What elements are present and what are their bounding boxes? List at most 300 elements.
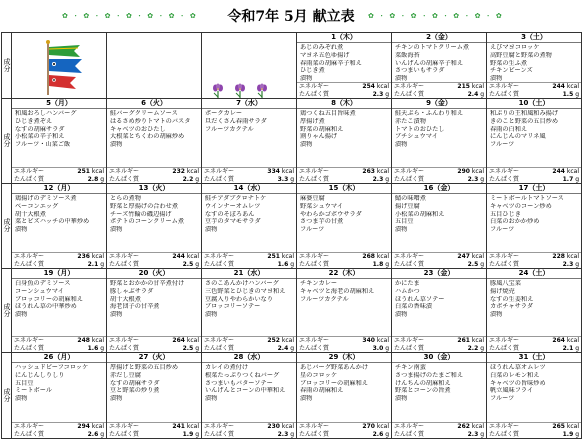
nutrition-info (392, 167, 486, 183)
protein-line (107, 261, 201, 269)
day-header: 1（木） (297, 33, 391, 43)
day-header: 30（金） (392, 353, 486, 363)
energy-value: 232 (172, 168, 185, 175)
energy-value-wrap (267, 168, 294, 176)
menu-item: 鶏つくね五目旨味煮 (300, 110, 356, 117)
protein-line (12, 261, 106, 269)
energy-line (202, 337, 296, 345)
menu-item: キャベツの旨味炒め (490, 379, 546, 387)
menu-list (107, 109, 201, 149)
energy-value-wrap (267, 423, 294, 431)
g-unit: g (195, 260, 199, 268)
menu-item: チキン南蛮 (395, 364, 426, 371)
week-row (2, 269, 582, 353)
menu-item: 漬物 (395, 395, 408, 403)
energy-label: エネルギー (299, 83, 330, 90)
protein-label: たんぱく質 (204, 344, 235, 352)
energy-line (392, 337, 486, 345)
menu-item: きのこと野菜の五目炒め (490, 117, 559, 125)
menu-item: 白菜の香味漬 (395, 303, 433, 311)
day-cell (202, 184, 297, 269)
week-row (2, 33, 582, 99)
empty-cell (202, 33, 297, 99)
menu-list (202, 194, 296, 234)
menu-item: ひじき煮ぞえ (15, 117, 53, 125)
menu-item: フルーツ (300, 226, 325, 234)
menu-list (297, 194, 391, 234)
protein-value-wrap (373, 345, 389, 353)
protein-line (202, 176, 296, 184)
empty-cell (107, 33, 202, 99)
protein-value: 2.6 (87, 430, 99, 438)
day-header: 15（木） (297, 184, 391, 194)
protein-label: たんぱく質 (109, 344, 140, 352)
energy-value-wrap (172, 337, 199, 345)
nutrition-info (487, 167, 581, 183)
protein-value-wrap (88, 431, 104, 439)
menu-item: 鮭天ぷら・ふんわり和え (395, 110, 464, 117)
energy-label: エネルギー (394, 337, 425, 344)
menu-item: 胡十大根煮 (110, 295, 141, 303)
page-title: 令和7年 5月 献立表 (227, 9, 355, 25)
menu-item: 春雨の白和え (490, 125, 528, 133)
menu-item: 菜飯海苔 (395, 51, 420, 59)
day-header: 31（土） (487, 353, 581, 363)
protein-value-wrap (278, 431, 294, 439)
energy-value: 230 (267, 423, 280, 430)
energy-value: 247 (457, 253, 470, 260)
energy-value-wrap (362, 253, 389, 261)
menu-item: 三色野菜とひじきのマヨ和え (205, 287, 286, 295)
menu-item: チキンカレー (300, 280, 338, 287)
menu-item: 厚揚げと野菜の五目炒め (110, 364, 179, 371)
energy-label: エネルギー (14, 253, 45, 260)
protein-value: 2.3 (372, 175, 384, 183)
menu-item: さつま芋の甘煮 (300, 218, 344, 226)
protein-value: 2.5 (182, 260, 194, 268)
protein-value-wrap (88, 345, 104, 353)
protein-value-wrap (468, 345, 484, 353)
protein-value-wrap (183, 176, 199, 184)
kcal-unit: kcal (471, 253, 484, 260)
day-cell (107, 184, 202, 269)
menu-item: 漬物 (490, 311, 503, 319)
day-cell (107, 99, 202, 184)
g-unit: g (100, 260, 104, 268)
energy-value: 244 (172, 253, 185, 260)
menu-item: ポークカレー (205, 110, 243, 117)
protein-value-wrap (183, 261, 199, 269)
g-unit: g (480, 260, 484, 268)
protein-value: 2.1 (87, 260, 99, 268)
energy-line (297, 168, 391, 176)
menu-item: はるさめ炒りトマトのバスタ (110, 117, 191, 125)
menu-item: 漬物 (110, 226, 123, 234)
menu-item: ブロッコリーの胡麻和え (15, 295, 83, 303)
protein-value: 1.9 (182, 430, 194, 438)
menu-item: 小松菜の辛子和え (15, 133, 65, 141)
menu-item: 鮭バーグクリームソース (110, 110, 178, 117)
kcal-unit: kcal (376, 337, 389, 344)
menu-item: フルーツ・山菜ご飯 (15, 141, 71, 149)
kcal-unit: kcal (566, 423, 579, 430)
protein-value: 1.5 (562, 90, 574, 98)
energy-label: エネルギー (299, 423, 330, 430)
protein-label: たんぱく質 (489, 344, 520, 352)
day-cell (392, 99, 487, 184)
nutrition-info (487, 336, 581, 352)
menu-item: 豆腐入りやわらかいなり (205, 295, 274, 303)
menu-item: 海老団子の甘辛煮 (110, 303, 160, 311)
protein-value-wrap (563, 176, 579, 184)
energy-line (297, 337, 391, 345)
protein-value: 2.3 (467, 175, 479, 183)
protein-line (392, 431, 486, 439)
protein-line (297, 431, 391, 439)
menu-item: 漬物 (300, 75, 313, 83)
iris-flower-icon (212, 83, 224, 99)
menu-item: ミートボールトマトソース (490, 195, 564, 202)
day-header: 26（月） (12, 353, 106, 363)
energy-line (392, 168, 486, 176)
menu-item: 漬物 (15, 226, 28, 234)
menu-item: 漬物 (395, 75, 408, 83)
day-cell (297, 33, 392, 99)
menu-item: あじのみぞれ煮 (300, 44, 344, 51)
menu-list (297, 43, 391, 83)
header (0, 0, 582, 32)
menu-list (202, 363, 296, 403)
energy-value-wrap (77, 253, 104, 261)
energy-value-wrap (552, 423, 579, 431)
menu-item: えびマヨコロッケ (490, 44, 540, 51)
energy-value: 264 (552, 337, 565, 344)
menu-item: 漬物 (395, 311, 408, 319)
energy-value: 261 (457, 337, 470, 344)
g-unit: g (385, 175, 389, 183)
day-cell (487, 353, 582, 439)
energy-line (107, 253, 201, 261)
protein-value: 2.8 (87, 175, 99, 183)
protein-value-wrap (468, 176, 484, 184)
menu-item: 菜とビズハッチの中華炒め (15, 218, 90, 226)
protein-value: 3.0 (372, 344, 384, 352)
day-header: 13（火） (107, 184, 201, 194)
menu-item: 野菜とおかかの甘辛煮付け (110, 280, 185, 287)
menu-item: 大根菜とちくわの胡麻炒め (110, 133, 185, 141)
protein-line (487, 345, 581, 353)
protein-label: たんぱく質 (109, 430, 140, 438)
protein-label: たんぱく質 (299, 260, 330, 268)
energy-value-wrap (362, 168, 389, 176)
kcal-unit: kcal (186, 253, 199, 260)
menu-item: 鯖の味噌煮 (395, 195, 426, 202)
menu-item: とらの煮物 (110, 195, 141, 202)
day-cell (297, 99, 392, 184)
koinobori-icon (42, 39, 86, 95)
protein-value-wrap (563, 91, 579, 99)
menu-item: キャベツのおひたし (110, 125, 166, 133)
menu-list (12, 279, 106, 319)
menu-item: チーズ竹輪の磯辺揚げ (110, 210, 172, 218)
nutrition-info (297, 336, 391, 352)
week-row (2, 184, 582, 269)
protein-value: 2.6 (372, 430, 384, 438)
menu-item: 帆立風味フライ (490, 387, 534, 395)
kcal-unit: kcal (281, 337, 294, 344)
energy-value: 244 (552, 83, 565, 90)
kcal-unit: kcal (91, 423, 104, 430)
kcal-unit: kcal (471, 423, 484, 430)
menu-list (392, 279, 486, 319)
day-cell (392, 269, 487, 353)
menu-list (392, 43, 486, 83)
menu-item: 赤だし豆腐 (110, 371, 141, 379)
menu-item: 漬物 (110, 141, 123, 149)
menu-item: 春雨の胡麻和え (300, 387, 344, 395)
protein-value-wrap (468, 431, 484, 439)
menu-item: 赤たこ漬物 (395, 117, 426, 125)
menu-item: 白身魚のデミソース (15, 280, 71, 287)
energy-line (202, 253, 296, 261)
menu-item: 割りゃん揚げ (300, 133, 338, 141)
g-unit: g (290, 260, 294, 268)
energy-label: エネルギー (204, 423, 235, 430)
protein-label: たんぱく質 (14, 430, 45, 438)
protein-line (487, 176, 581, 184)
protein-value: 2.3 (467, 430, 479, 438)
day-cell (12, 99, 107, 184)
menu-item: 和ぷりの王和風和み揚げ (490, 110, 559, 117)
menu-item: 鶏揚げのデミソース煮 (15, 195, 77, 202)
menu-item: 漬物 (395, 226, 408, 234)
day-header: 8（木） (297, 99, 391, 109)
menu-item: トマトのおひたし (395, 125, 445, 133)
menu-list (12, 194, 106, 234)
g-unit: g (385, 344, 389, 352)
energy-value: 268 (362, 253, 375, 260)
menu-list (12, 363, 106, 403)
energy-value: 294 (77, 423, 90, 430)
protein-line (297, 261, 391, 269)
protein-label: たんぱく質 (204, 430, 235, 438)
energy-label: エネルギー (489, 423, 520, 430)
menu-item: 漬物 (300, 141, 313, 149)
energy-line (297, 253, 391, 261)
menu-calendar (1, 32, 582, 439)
g-unit: g (575, 175, 579, 183)
kcal-unit: kcal (566, 337, 579, 344)
energy-line (12, 423, 106, 431)
protein-value-wrap (468, 261, 484, 269)
energy-line (487, 168, 581, 176)
protein-label: たんぱく質 (489, 175, 520, 183)
menu-item: ブチシュウマイ (395, 133, 438, 141)
energy-line (392, 83, 486, 91)
header-decoration-left: ✿ ・ ✿ ・ ✿ ・ ✿ ・ ✿ ・ ✿ ・ ✿ (62, 12, 197, 20)
kcal-unit: kcal (91, 168, 104, 175)
nutrition-info (392, 252, 486, 268)
nutrition-info (202, 252, 296, 268)
energy-line (392, 253, 486, 261)
menu-item: ウインナーオムレツ (205, 202, 261, 210)
menu-item: 漬物 (110, 395, 123, 403)
menu-item: 豆と野菜の炒り煮 (110, 387, 160, 395)
energy-value-wrap (457, 423, 484, 431)
day-header: 3（土） (487, 33, 581, 43)
protein-label: たんぱく質 (394, 260, 425, 268)
day-cell (202, 353, 297, 439)
nutrition-info (12, 422, 106, 438)
nutrition-info (202, 336, 296, 352)
g-unit: g (195, 430, 199, 438)
nutrition-info (487, 422, 581, 438)
day-header: 5（月） (12, 99, 106, 109)
energy-value-wrap (77, 168, 104, 176)
menu-item: やわらかゴボウサラダ (300, 210, 362, 218)
menu-item: 漬物 (110, 311, 123, 319)
protein-value-wrap (88, 176, 104, 184)
protein-value-wrap (563, 431, 579, 439)
menu-item: ほうれん草の中華炒め (15, 303, 77, 311)
menu-item: 豚しゃぶサラダ (110, 287, 154, 295)
energy-line (12, 337, 106, 345)
nutrition-side-label: 成分 (2, 269, 12, 353)
protein-line (487, 91, 581, 99)
protein-label: たんぱく質 (14, 344, 45, 352)
nutrition-side-label: 成分 (2, 184, 12, 269)
g-unit: g (480, 344, 484, 352)
protein-value: 2.5 (467, 260, 479, 268)
energy-value: 270 (362, 423, 375, 430)
protein-value: 2.2 (467, 344, 479, 352)
g-unit: g (385, 90, 389, 98)
menu-list (392, 194, 486, 234)
energy-line (392, 423, 486, 431)
energy-value: 241 (172, 423, 185, 430)
menu-list (297, 279, 391, 303)
menu-item: いんげんの胡麻辛子和え (395, 59, 464, 67)
day-cell (487, 33, 582, 99)
protein-label: たんぱく質 (489, 90, 520, 98)
energy-line (202, 168, 296, 176)
menu-list (487, 194, 581, 234)
energy-value-wrap (552, 168, 579, 176)
menu-item: 漬物 (205, 395, 218, 403)
day-cell (12, 184, 107, 269)
header-decoration-right: ✿ ・ ✿ ・ ✿ ・ ✿ ・ ✿ ・ ✿ ・ ✿ (368, 12, 503, 20)
menu-item: 揚げ豆腐 (395, 202, 420, 210)
menu-item: 小松菜の胡麻和え (395, 210, 445, 218)
menu-list (297, 363, 391, 403)
menu-item: 漬物 (395, 141, 408, 149)
menu-item: 漬物 (300, 395, 313, 403)
protein-line (12, 345, 106, 353)
energy-value: 263 (362, 168, 375, 175)
kcal-unit: kcal (281, 253, 294, 260)
energy-label: エネルギー (109, 423, 140, 430)
menu-item: さつまいもサラダ (395, 67, 445, 75)
day-header: 7（水） (202, 99, 296, 109)
protein-label: たんぱく質 (394, 175, 425, 183)
menu-item: ポテトのコーンクリーム煮 (110, 218, 185, 226)
g-unit: g (385, 430, 389, 438)
energy-value: 265 (552, 423, 565, 430)
protein-label: たんぱく質 (14, 260, 45, 268)
g-unit: g (575, 344, 579, 352)
menu-item: 麻婆豆腐 (300, 195, 325, 202)
nutrition-info (202, 422, 296, 438)
week-row (2, 99, 582, 184)
menu-item: 白菜のレモン和え (490, 371, 540, 379)
energy-line (487, 253, 581, 261)
energy-label: エネルギー (14, 423, 45, 430)
menu-item: 野菜とコーンの旨煮 (395, 387, 451, 395)
menu-item: マヨネ五色ゆ揚げ (300, 51, 350, 59)
protein-value: 1.6 (277, 260, 289, 268)
day-cell (392, 184, 487, 269)
nutrition-info (107, 422, 201, 438)
menu-list (107, 279, 201, 319)
menu-item: 五目ひじき (490, 210, 521, 218)
kcal-unit: kcal (186, 337, 199, 344)
kcal-unit: kcal (471, 83, 484, 90)
menu-list (107, 363, 201, 403)
energy-value-wrap (457, 168, 484, 176)
energy-label: エネルギー (394, 253, 425, 260)
menu-item: 白菜のおかか炒め (490, 218, 540, 226)
menu-item: 野菜シュウマイ (300, 202, 344, 210)
menu-item: 漬物 (15, 395, 28, 403)
kcal-unit: kcal (566, 83, 579, 90)
day-cell (297, 269, 392, 353)
day-cell (107, 353, 202, 439)
energy-line (297, 423, 391, 431)
menu-item: いんげんとコーンの中華和え (205, 387, 286, 395)
energy-line (107, 337, 201, 345)
kcal-unit: kcal (376, 168, 389, 175)
menu-item: キャベツと海老の胡麻和え (300, 287, 375, 295)
protein-line (202, 345, 296, 353)
g-unit: g (575, 260, 579, 268)
menu-item: ほうれん草オムレツ (490, 364, 546, 371)
menu-list (297, 109, 391, 149)
energy-label: エネルギー (489, 337, 520, 344)
day-header: 6（火） (107, 99, 201, 109)
menu-list (487, 43, 581, 83)
menu-item: 豚風八宝菜 (490, 280, 521, 287)
nutrition-info (202, 167, 296, 183)
energy-label: エネルギー (489, 83, 520, 90)
menu-item: 野菜と厚揚げの合わせ煮 (110, 202, 179, 210)
day-cell (487, 99, 582, 184)
menu-item: フルーツカクテル (300, 295, 349, 303)
energy-label: エネルギー (299, 253, 330, 260)
empty-cell (12, 33, 107, 99)
energy-line (12, 253, 106, 261)
nutrition-info (392, 82, 486, 98)
energy-value-wrap (552, 337, 579, 345)
g-unit: g (480, 90, 484, 98)
energy-value-wrap (457, 83, 484, 91)
nutrition-info (487, 252, 581, 268)
energy-value: 236 (77, 253, 90, 260)
energy-value: 228 (552, 253, 565, 260)
menu-list (107, 194, 201, 234)
protein-value-wrap (183, 431, 199, 439)
menu-list (202, 109, 296, 133)
menu-item: さつま揚げのたまご和え (395, 371, 464, 379)
